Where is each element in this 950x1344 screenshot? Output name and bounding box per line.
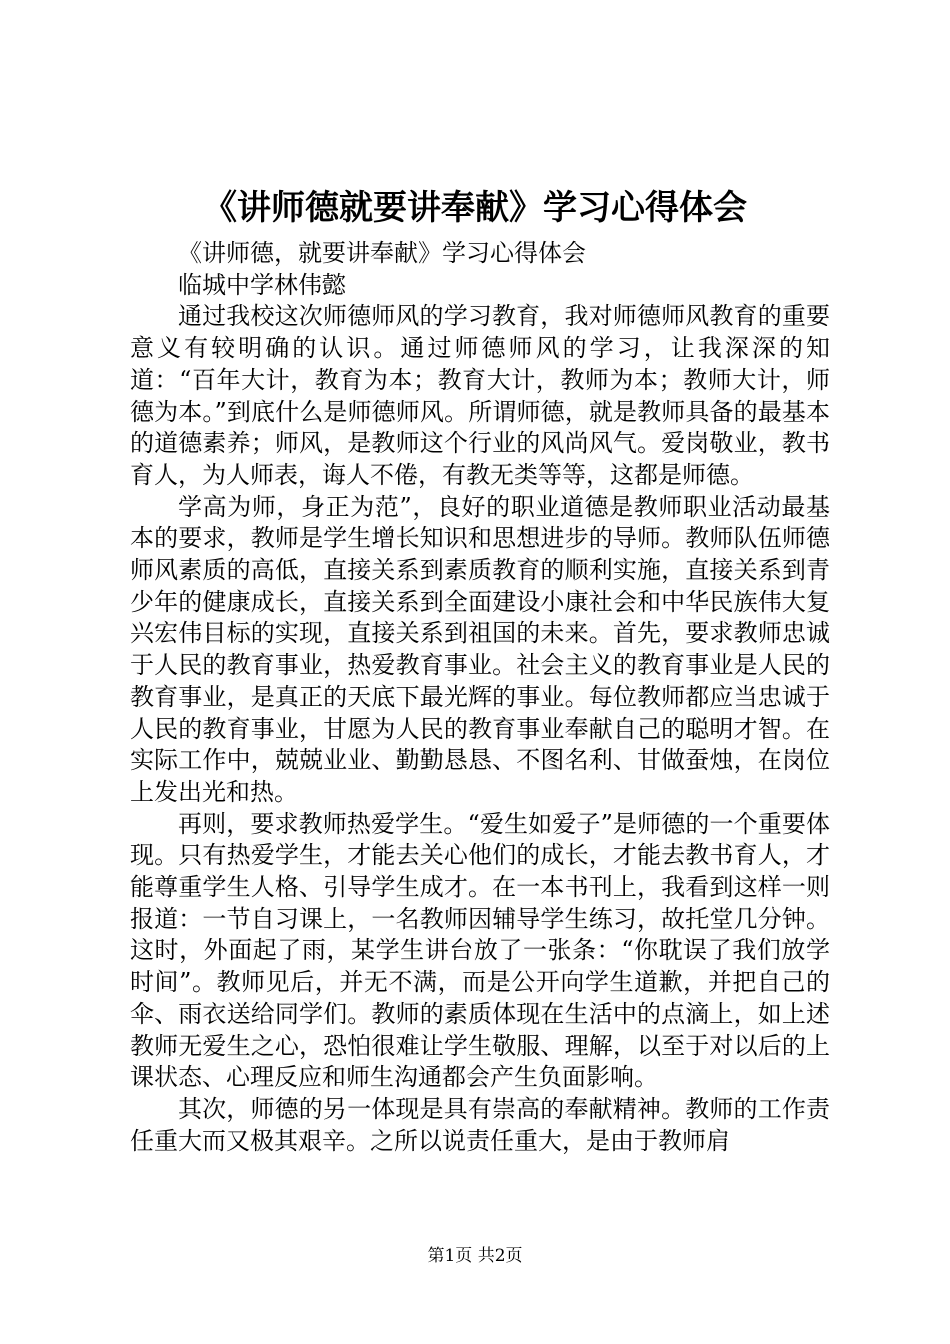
- document-body: [130, 238, 830, 1157]
- paragraph-2: 学高为师，身正为范”，良好的职业道德是教师职业活动最基本的要求，教师是学生增长知识和思想进步的导师。教师队伍师德师风素质的高低，直接关系到素质教育的顺利实施，直接关系到青少年的健康成长，直接关系到全面建设小康社会和中华民族伟大复兴宏伟目标的实现，直接关系到祖国的未来。首先，要求教师忠诚于人民的教育事业，热爱教育事业。社会主义的教育事业是人民的教育事业，是真正的天底下最光辉的事业。每位教师都应当忠诚于人民的教育事业，甘愿为人民的教育事业奉献自己的聪明才智。在实际工作中，兢兢业业、勤勤恳恳、不图名利、甘做蚕烛，在岗位上发出光和热。: [130, 492, 830, 806]
- author-line: 临城中学林伟懿: [178, 270, 346, 299]
- page-number-footer: 第1页 共2页: [427, 1246, 523, 1266]
- paragraph-3: 再则，要求教师热爱学生。“爱生如爱子”是师德的一个重要体现。只有热爱学生，才能去关心他们的成长，才能去教书育人，才能尊重学生人格、引导学生成才。在一本书刊上，我看到这样一则报道：一节自习课上，一名教师因辅导学生练习，故托堂几分钟。这时，外面起了雨，某学生讲台放了一张条：“你耽误了我们放学时间”。教师见后，并无不满，而是公开向学生道歉，并把自己的伞、雨衣送给同学们。教师的素质体现在生活中的点滴上，如上述教师无爱生之心，恐怕很难让学生敬服、理解，以至于对以后的上课状态、心理反应和师生沟通都会产生负面影响。: [130, 809, 830, 1092]
- paragraph-4: 其次，师德的另一体现是具有崇高的奉献精神。教师的工作责任重大而又极其艰辛。之所以说责任重大，是由于教师肩: [130, 1094, 830, 1155]
- subtitle-line: 《讲师德，就要讲奉献》学习心得体会: [178, 239, 586, 267]
- paragraph-1: 通过我校这次师德师风的学习教育，我对师德师风教育的重要意义有较明确的认识。通过师德师风的学习，让我深深的知道：“百年大计，教育为本；教育大计，教师为本；教师大计，师德为本。”到底什么是师德师风。所谓师德，就是教师具备的最基本的道德素养；师风，是教师这个行业的风尚风气。爱岗敬业，教书育人，为人师表，诲人不倦，有教无类等等，这都是师德。: [130, 302, 830, 489]
- document-title: 《讲师德就要讲奉献》学习心得体会: [203, 188, 747, 228]
